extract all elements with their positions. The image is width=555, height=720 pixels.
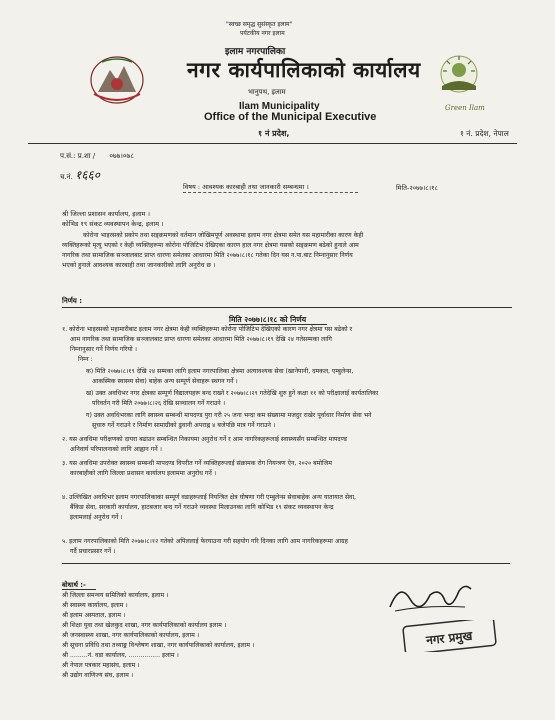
cc-item: श्री उद्योग वाणिज्य संघ, इलाम । [62, 672, 134, 679]
province-right: १ नं. प्रदेश, नेपाल [460, 129, 509, 138]
decision-line: बैंकिङ सेवा, सरकारी कार्यालय, हाटबजार बन्द गर्ने गराउने व्यवस्था मिलाउनका लागि कोभिड १९ संकट व्यवस्थापन केन्द्र [70, 504, 334, 511]
subject-line: विषय : आवश्यक कारबाही तथा जानकारी सम्बन्धमा । [183, 183, 309, 191]
addressee-line-1: श्री जिल्ला प्रशासन कार्यालय, इलाम । [62, 210, 150, 218]
addressee-line-2: कोभिड १९ संकट व्यवस्थापन केन्द्र, इलाम । [62, 220, 164, 228]
header-divider [28, 143, 517, 144]
green-ilam-logo-icon [434, 52, 484, 104]
decision-line: ३. यस अवधिमा उपरोक्त स्वास्थ्य सम्बन्धी मापदण्ड विपरीत गर्ने व्यक्तिहरूलाई संक्रामक रोग नियन्त्रण ऐन, २०२० बमोजिम [62, 460, 332, 467]
decision-subline: क) मिति २०७७।८।१९ देखि २४ सम्मका लागि इलाम नगरपालिका क्षेत्रमा अत्यावश्यक सेवा (खानेपानी, दमकल, एम्बुलेन्स, [86, 368, 354, 375]
cc-item: श्री जनस्वास्थ्य शाखा, नगर कार्यपालिकाको कार्यालय, इलाम । [62, 632, 200, 639]
cc-item: श्री जिल्ला समन्वय समितिको कार्यालय, इलाम । [62, 592, 169, 599]
paragraph-line: कोरोना भाइरसको प्रकोप तथा सङ्क्रमणको वर्तमान जोखिमपूर्ण अवस्थामा इलाम नगर क्षेत्रमा समेत यस महामारीका कारण केही [83, 232, 364, 239]
decision-subline: आकस्मिक स्वास्थ्य सेवा) बाहेक अन्य सम्पूर्ण सेवाहरू स्थगन गर्ने । [92, 378, 238, 385]
english-office-title: Office of the Municipal Executive [204, 111, 377, 123]
decision-title: मिति २०७७।८।१८ को निर्णय [229, 315, 307, 324]
patra-sankhya-label: प.सं.: प्र.शा / [60, 152, 96, 160]
ninaya-divider [62, 307, 512, 308]
decision-line: ५. इलाम नगरपालिकाको मिति २०७७।८।१२ गतेको अपिललाई फेरयाउना गरी सहयोग गरि दिनका लागि आम नागरिकहरूमा आग्रह [62, 538, 348, 545]
stamp-text: नगर प्रमुख [425, 628, 473, 648]
chalani-label: च.नं. [60, 173, 73, 181]
decision-line: इलामलाई अनुरोध गर्ने । [70, 514, 123, 521]
bodharth-underline [62, 589, 96, 590]
decision-line: अनिवार्य परिपालनाको लागि आह्वान गर्ने । [70, 446, 162, 453]
patra-sankhya-value: ०७७।०७८ [109, 152, 134, 160]
cc-item: श्री सूचना प्रविधि तथा तथ्याङ्क विश्लेषण शाखा, नगर कार्यपालिकाको कार्यालय, इलाम । [62, 642, 255, 649]
ninaya-label: निर्णय : [62, 297, 83, 305]
paragraph-line: भएको हुनाले आवश्यक कारबाही तथा जानकारीको लागि अनुरोध छ । [62, 262, 216, 269]
decision-line: २. यस अवधिमा परीक्षणको दायरा बढाउन सम्बन्धित निकायमा अनुरोध गर्ने र आम नागरिकहरूलाई स्वास्थ्यसँग सम्बन्धित मापदण्ड [62, 436, 347, 443]
decision-line: १. कोरोना भाइरसको महामारीबाट इलाम नगर क्षेत्रमा केही व्यक्तिहरूमा कोरोना पोजिटिभ देखिएको कारण नगर क्षेत्रमा यस बढेको र [62, 326, 353, 333]
bodharth-label: बोधार्थ :- [62, 581, 86, 589]
english-municipality: Ilam Municipality [239, 101, 320, 112]
official-stamp [402, 620, 497, 652]
paragraph-line: व्यक्तिहरूको मृत्यु भएको र केही व्यक्तिहरूमा कोरोना पोजिटिभ देखिएका कारण हाल नगर क्षेत्रमा यसको सङ्क्रमण बढेको हुनाले आम [62, 242, 359, 249]
patra-sankhya [60, 152, 134, 161]
closing-divider [62, 563, 510, 564]
decision-line: गर्दै प्रचारप्रसार गर्ने । [70, 548, 116, 555]
decision-line: कारबाहीको लागि जिल्ला प्रशासन कार्यालय इलाममा अनुरोध गर्ने । [70, 470, 217, 477]
date-label: मिति- [396, 184, 410, 192]
nepal-emblem-icon [88, 54, 146, 106]
cc-item: श्री स्वास्थ्य कार्यालय, इलाम । [62, 602, 128, 609]
office-place: भानुपथ, इलाम [248, 88, 286, 96]
decision-subline: सुचारु गर्ने गराउने र निर्माण सामाग्रीको ढुवानी अपराह्न ४ बजेपछि मात्र गर्ने गराउने । [92, 422, 276, 429]
decision-subline: ख) उक्त अवधिभर नगर क्षेत्रका सम्पूर्ण विद्यालयहरू बन्द राख्ने र २०७७।८।२९ गतेदेखि शुरु हुने कक्षा ११ को परीक्षालाई कार्यतालिका [86, 390, 379, 397]
cc-item: श्री शिक्षा युवा तथा खेलकुद शाखा, नगर कार्यपालिकाको कार्यालय इलाम । [62, 622, 227, 629]
province: १ नं प्रदेश, [258, 129, 290, 138]
municipality-name: इलाम नगरपालिका [225, 47, 286, 57]
letter-date [396, 183, 438, 192]
decision-line: निम्नानुसार गर्ने निर्णय गरियो । [70, 346, 137, 353]
chalani-value: १६६० [75, 168, 100, 182]
date-value: २०७७।८।१८ [409, 184, 438, 192]
cc-item: श्री नेपाल पत्रकार महासंघ, इलाम । [62, 662, 140, 669]
office-title: नगर कार्यपालिकाको कार्यालय [187, 58, 421, 82]
decision-line: निम्न : [78, 356, 93, 363]
decision-subline: परिवर्तन गरी मिति २०७७।८।२६ देखि सञ्चालन गर्ने गराउने । [92, 400, 226, 407]
chalani-number [60, 166, 100, 183]
motto: "स्वच्छ समृद्ध सुसंस्कृत इलाम" [226, 21, 293, 28]
signature [385, 577, 475, 617]
decision-title-underline [229, 324, 327, 325]
cc-item: श्री .........नं. वडा कार्यालय, ................ इलाम । [62, 652, 179, 659]
sub-motto: पर्यटकीय नगर इलाम [240, 30, 285, 37]
decision-line: आम नागरिक तथा सामाजिक सञ्जालबाट प्राप्त धारणा समेतका आधारमा मिति २०७७।८।१९ देखि २४ गतेसम्मका लागि [70, 336, 332, 343]
cc-item: श्री इलाम अस्पताल, इलाम । [62, 612, 126, 619]
decision-line: ४. उल्लिखित अवधिभर इलाम नगरपालिकाका सम्पूर्ण वडाहरूलाई नियन्त्रित क्षेत्र घोषणा गरी एम्बुलेन्स सेवाबाहेक अन्य यातायात सेवा, [62, 494, 357, 501]
decision-subline: ग) उक्त अवधिभरका लागि स्वास्थ्य सम्बन्धी मापदण्ड पुरा गरी २५ जना भन्दा कम संख्यामा मजदुर राखेर पूर्वाधार निर्माण सेवा भने [86, 412, 372, 419]
subject-underline [183, 192, 358, 193]
paragraph-line: नागरिक तथा सामाजिक सञ्जालबाट प्राप्त धारणा समेतका आधारमा मिति २०७७।८।१८ गतेका दिन यस न.पा.बाट निम्नानुसार निर्णय [62, 252, 353, 259]
logo-text: Green Ilam [445, 104, 485, 112]
